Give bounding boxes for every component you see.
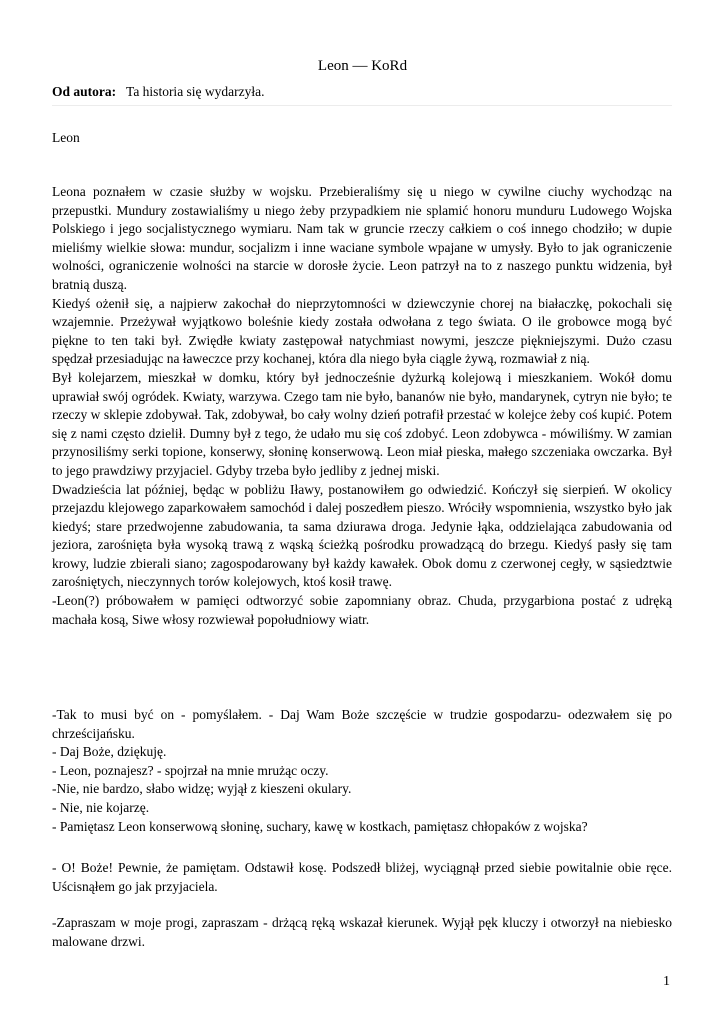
- paragraph: - O! Boże! Pewnie, że pamiętam. Odstawił kosę. Podszedł bliżej, wyciągnął przed siebie powitalnie obie ręce. Uścisnąłem go jak przyjaciela.: [52, 860, 672, 894]
- paragraph: Kiedyś ożenił się, a najpierw zakochał do nieprzytomności w dziewczynie chorej na białaczkę, pokochali się wzajemnie. Przeżywał wyjątkowo boleśnie kiedy została odwołana z tego świata. O ile grobowce mogą być piękne to ten taki był. Zwiędłe kwiaty zastępował natychmiast nowymi, jeszcze piękniejszymi. Dużo czasu spędzał przesiadując na ławeczce przy kochanej, która dla niego była ciągle żywą, rozmawiał z nią.: [52, 295, 672, 367]
- author-note-text: Ta historia się wydarzyła.: [126, 84, 265, 99]
- author-note-line: [52, 84, 672, 100]
- page-number: 1: [663, 974, 670, 989]
- paragraph: -Zapraszam w moje progi, zapraszam - drżącą ręką wskazał kierunek. Wyjął pęk kluczy i otworzył na niebiesko malowane drzwi.: [52, 915, 672, 949]
- paragraph: -Leon(?) próbowałem w pamięci odtworzyć sobie zapomniany obraz. Chuda, przygarbiona postać z udręką machała kosą, Siwe włosy rozwiewał popołudniowy wiatr.: [52, 593, 672, 627]
- author-note-label: Od autora:: [52, 84, 117, 99]
- document-title: Leon — KoRd: [317, 58, 408, 74]
- dialog-line: -Tak to musi być on - pomyślałem. - Daj Wam Boże szczęście w trudzie gospodarzu- odezwałem się po chrześcijańsku.: [52, 707, 672, 741]
- dialog-block: [52, 706, 672, 836]
- story-body: [52, 183, 672, 629]
- closing-paragraph: [52, 914, 672, 951]
- dialog-line: - Pamiętasz Leon konserwową słoninę, suchary, kawę w kostkach, pamiętasz chłopaków z wojska?: [52, 818, 588, 834]
- paragraph: Był kolejarzem, mieszkał w domku, który był jednocześnie dyżurką kolejową i mieszkaniem. Wokół domu uprawiał swój ogródek. Kwiaty, warzywa. Czego tam nie było, bananów nie było, mandarynek, cytryn nie było; te rzeczy w sklepie zdobywał. Tak, zdobywał, bo cały wolny dzień potrafił przestać w kolejce żeby coś kupić. Potem się z nami często dzielił. Dumny był z tego, że udało mu się coś zdobyć. Leon zdobywca - mówiliśmy. W zamian przynosiliśmy serki topione, konserwy, słoninę konserwową. Leon miał pieska, małego szczeniaka owczarka. Był to jego prawdziwy przyjaciel. Gdyby trzeba było jedliby z jednej miski.: [52, 369, 672, 478]
- paragraph: Dwadzieścia lat później, będąc w pobliżu Iławy, postanowiłem go odwiedzić. Kończył się sierpień. W okolicy przejazdu klejowego zaparkowałem samochód i dalej poszedłem pieszo. Wróciły wspomnienia, wszystko było jak kiedyś; stare przedwojenne zabudowania, ta sama dziurawa droga. Jedynie łąka, oddzielająca zabudowania od jeziora, zarośnięta była wysoką trawą z wąską ścieżką pośrodku prowadzącą do brzegu. Kiedyś pasły się tam krowy, ludzie zbierali siano; zagospodarowany był każdy kawałek. Obok domu z czerwonej cegły, w sąsiedztwie zarośniętych, nieczynnych torów kolejowych, ktoś kosił trawę.: [52, 481, 672, 590]
- dialog-line: -Nie, nie bardzo, słabo widzę; wyjął z kieszeni okulary.: [52, 781, 352, 797]
- story-heading: Leon: [52, 130, 80, 145]
- dialog-line: - Nie, nie kojarzę.: [52, 799, 150, 815]
- dialog-line: - Leon, poznajesz? - spojrzał na mnie mrużąc oczy.: [52, 762, 329, 778]
- header-divider: [52, 105, 672, 106]
- paragraph: Leona poznałem w czasie służby w wojsku. Przebieraliśmy się u niego w cywilne ciuchy wychodząc na przepustki. Mundury zostawialiśmy u niego żeby przypadkiem nie splamić honoru munduru Ludowego Wojska Polskiego i jego socjalistycznego wymiaru. Nam tak w gruncie rzeczy całkiem o coś innego chodziło; w dupie mieliśmy wielkie słowa: mundur, socjalizm i inne waciane symbole wpajane w umysły. Było to jak ograniczenie wolności, ograniczenie wolności na starcie w dorosłe życie. Leon patrzył na to z naszego punktu widzenia, był bratnią duszą.: [52, 184, 672, 292]
- closing-paragraph: [52, 859, 672, 896]
- dialog-line: - Daj Boże, dziękuję.: [52, 744, 167, 760]
